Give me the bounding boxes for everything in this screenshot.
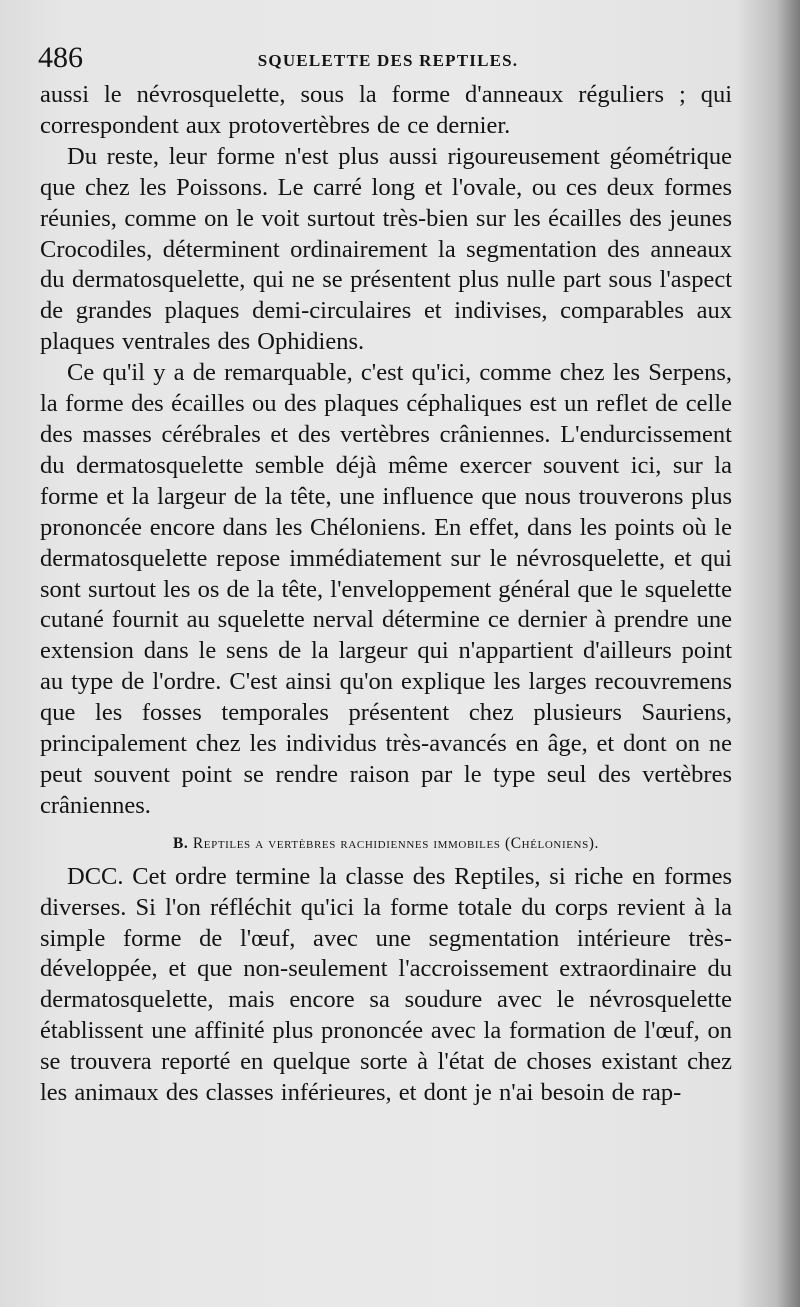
page-number: 486: [38, 41, 83, 74]
section-letter: B.: [172, 834, 189, 852]
paragraph-dcc: DCC. Cet ordre termine la classe des Reptiles, si riche en formes diverses. Si l'on réfléchit qu'ici la forme totale du corps revient à la simple forme de l'œuf, avec une segmentation intérieure très-développée, et que non-seulement l'accroissement extraordinaire du dermatosquelette, mais encore sa soudure avec le névrosquelette établissent une affinité plus prononcée avec la formation de l'œuf, on se trouvera reporté en quelque sorte à l'état de choses existant chez les animaux des classes inférieures, et dont je n'ai besoin de rap-: [40, 862, 732, 1107]
paragraph-form: Du reste, leur forme n'est plus aussi rigoureusement géométrique que chez les Poissons. Le carré long et l'ovale, ou ces deux formes réunies, comme on le voit surtout très-bien sur les écailles des jeunes Crocodiles, déterminent ordinairement la segmentation des anneaux du dermatosquelette, qui ne se présentent plus nulle part sous l'aspect de grandes plaques demi-circulaires et indivises, comparables aux plaques ventrales des Ophidiens.: [40, 142, 732, 356]
paragraph-continuation: aussi le névrosquelette, sous la forme d'anneaux réguliers ; qui correspondent aux protovertèbres de ce dernier.: [40, 81, 732, 139]
section-title: Reptiles a vertèbres rachidiennes immobiles (Chéloniens).: [192, 834, 600, 852]
page-header: [38, 38, 738, 82]
running-title: SQUELETTE DES REPTILES.: [257, 51, 519, 70]
section-heading: [40, 832, 732, 856]
paragraph-remarkable: Ce qu'il y a de remarquable, c'est qu'ici, comme chez les Serpens, la forme des écailles ou des plaques céphaliques est un reflet de celle des masses cérébrales et des vertèbres crâniennes. L'endurcissement du dermatosquelette semble déjà même exercer souvent ici, sur la forme et la largeur de la tête, une influence que nous trouverons plus prononcée encore dans les Chéloniens. En effet, dans les points où le dermatosquelette repose immédiatement sur le névrosquelette, et qui sont surtout les os de la tête, l'enveloppement général que le squelette cutané fournit au squelette nerval détermine ce dernier à prendre une extension dans le sens de la largeur qui n'appartient d'ailleurs point au type de l'ordre. C'est ainsi qu'on explique les larges recouvremens que les fosses temporales présentent chez plusieurs Sauriens, principalement chez les individus très-avancés en âge, et dont on ne peut souvent point se rendre raison par le type seul des vertèbres crâniennes.: [40, 359, 732, 819]
body-text: [40, 80, 732, 1109]
